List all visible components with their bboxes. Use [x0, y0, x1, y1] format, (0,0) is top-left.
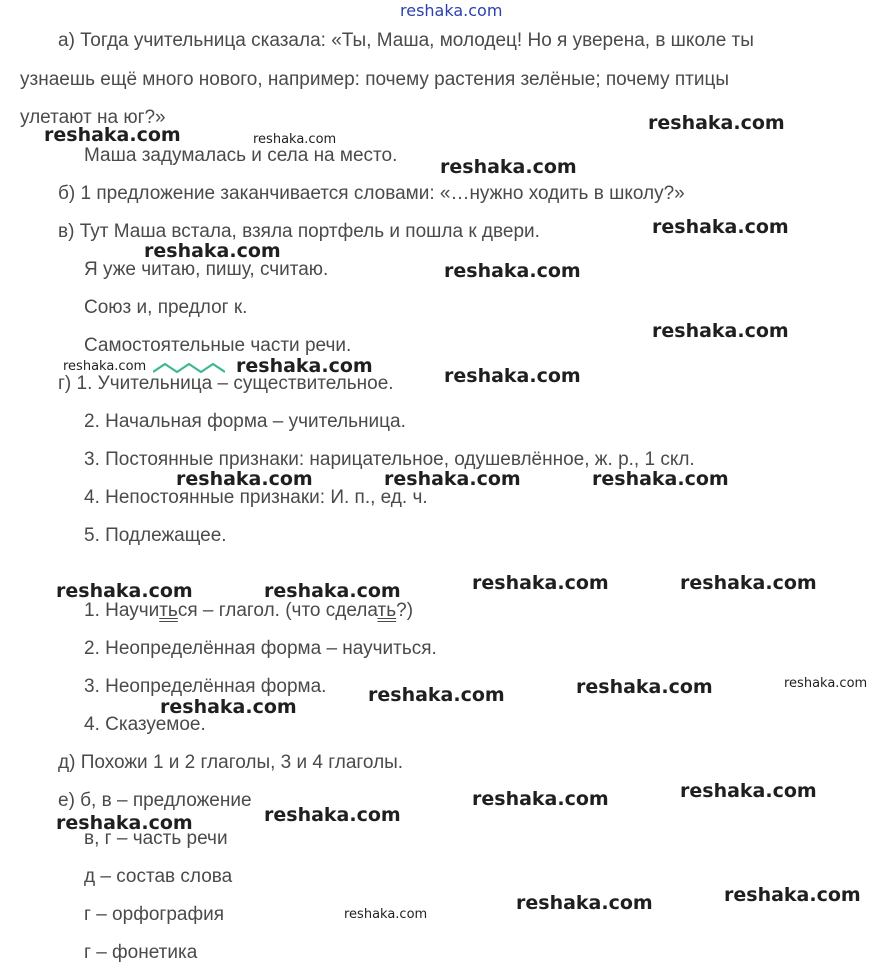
- paragraph-e-line-2: в, г – часть речи: [84, 828, 228, 849]
- watermark-small: reshaka.com: [784, 676, 868, 691]
- paragraph-g-line-1: г) 1. Учительница – существительное.: [58, 373, 394, 394]
- watermark: reshaka.com: [384, 468, 521, 490]
- paragraph-e-line-4: г – орфография: [84, 904, 224, 925]
- verb-text-part: ?): [396, 600, 414, 621]
- paragraph-e-line-3: д – состав слова: [84, 866, 233, 887]
- watermark: reshaka.com: [576, 676, 713, 698]
- verb-text-part: 1. Научи: [84, 600, 160, 621]
- paragraph-a-line-2: узнаешь ещё много нового, например: почему растения зелёные; почему птицы: [20, 69, 729, 90]
- watermark: reshaka.com: [652, 216, 789, 238]
- verb-text-part: ся – глагол. (что сдела: [177, 600, 378, 621]
- watermark: reshaka.com: [652, 320, 789, 342]
- watermark: reshaka.com: [440, 156, 577, 178]
- paragraph-v-line-3: Союз и, предлог к.: [84, 297, 248, 318]
- paragraph-v-line-4: Самостоятельные части речи.: [84, 335, 352, 356]
- suffix-underline: ть: [377, 600, 397, 621]
- watermark: reshaka.com: [56, 580, 193, 602]
- watermark-small: reshaka.com: [63, 359, 147, 374]
- watermark: reshaka.com: [680, 572, 817, 594]
- watermark: reshaka.com: [236, 355, 373, 377]
- watermark: reshaka.com: [56, 812, 193, 834]
- zigzag-underline-mark: [153, 360, 225, 376]
- watermark: reshaka.com: [444, 260, 581, 282]
- watermark: reshaka.com: [160, 696, 297, 718]
- watermark: reshaka.com: [516, 892, 653, 914]
- watermark-small: reshaka.com: [253, 132, 337, 147]
- watermark-top: reshaka.com: [400, 1, 503, 20]
- suffix-underline: ть: [159, 600, 178, 621]
- watermark: reshaka.com: [472, 572, 609, 594]
- watermark: reshaka.com: [264, 580, 401, 602]
- watermark: reshaka.com: [444, 365, 581, 387]
- watermark: reshaka.com: [144, 240, 281, 262]
- watermark: reshaka.com: [592, 468, 729, 490]
- paragraph-g-line-2: 2. Начальная форма – учительница.: [84, 411, 406, 432]
- paragraph-h-line-4: 4. Сказуемое.: [84, 714, 206, 735]
- paragraph-d-line-1: д) Похожи 1 и 2 глаголы, 3 и 4 глаголы.: [58, 752, 404, 773]
- paragraph-e-line-5: г – фонетика: [84, 942, 198, 963]
- paragraph-a-line-1: а) Тогда учительница сказала: «Ты, Маша, молодец! Но я уверена, в школе ты: [58, 30, 754, 51]
- paragraph-v-line-2: Я уже читаю, пишу, считаю.: [84, 259, 329, 280]
- watermark-small: reshaka.com: [344, 907, 428, 922]
- watermark: reshaka.com: [264, 804, 401, 826]
- paragraph-a-line-3: улетают на юг?»: [20, 107, 166, 128]
- watermark: reshaka.com: [680, 780, 817, 802]
- paragraph-b-line-1: б) 1 предложение заканчивается словами: «…нужно ходить в школу?»: [58, 183, 685, 204]
- paragraph-h-line-2: 2. Неопределённая форма – научиться.: [84, 638, 437, 659]
- paragraph-e-line-1: е) б, в – предложение: [58, 790, 252, 811]
- paragraph-a-line-4: Маша задумалась и села на место.: [84, 145, 398, 166]
- paragraph-h-line-1: [84, 601, 413, 620]
- paragraph-v-line-1: в) Тут Маша встала, взяла портфель и пошла к двери.: [58, 221, 540, 242]
- paragraph-g-line-3: 3. Постоянные признаки: нарицательное, одушевлённое, ж. р., 1 скл.: [84, 449, 695, 470]
- watermark: reshaka.com: [368, 684, 505, 706]
- paragraph-g-line-5: 5. Подлежащее.: [84, 525, 227, 546]
- watermark: reshaka.com: [44, 124, 181, 146]
- watermark: reshaka.com: [648, 112, 785, 134]
- paragraph-h-line-3: 3. Неопределённая форма.: [84, 676, 327, 697]
- paragraph-g-line-4: 4. Непостоянные признаки: И. п., ед. ч.: [84, 487, 428, 508]
- watermark: reshaka.com: [176, 468, 313, 490]
- watermark: reshaka.com: [472, 788, 609, 810]
- watermark: reshaka.com: [724, 884, 861, 906]
